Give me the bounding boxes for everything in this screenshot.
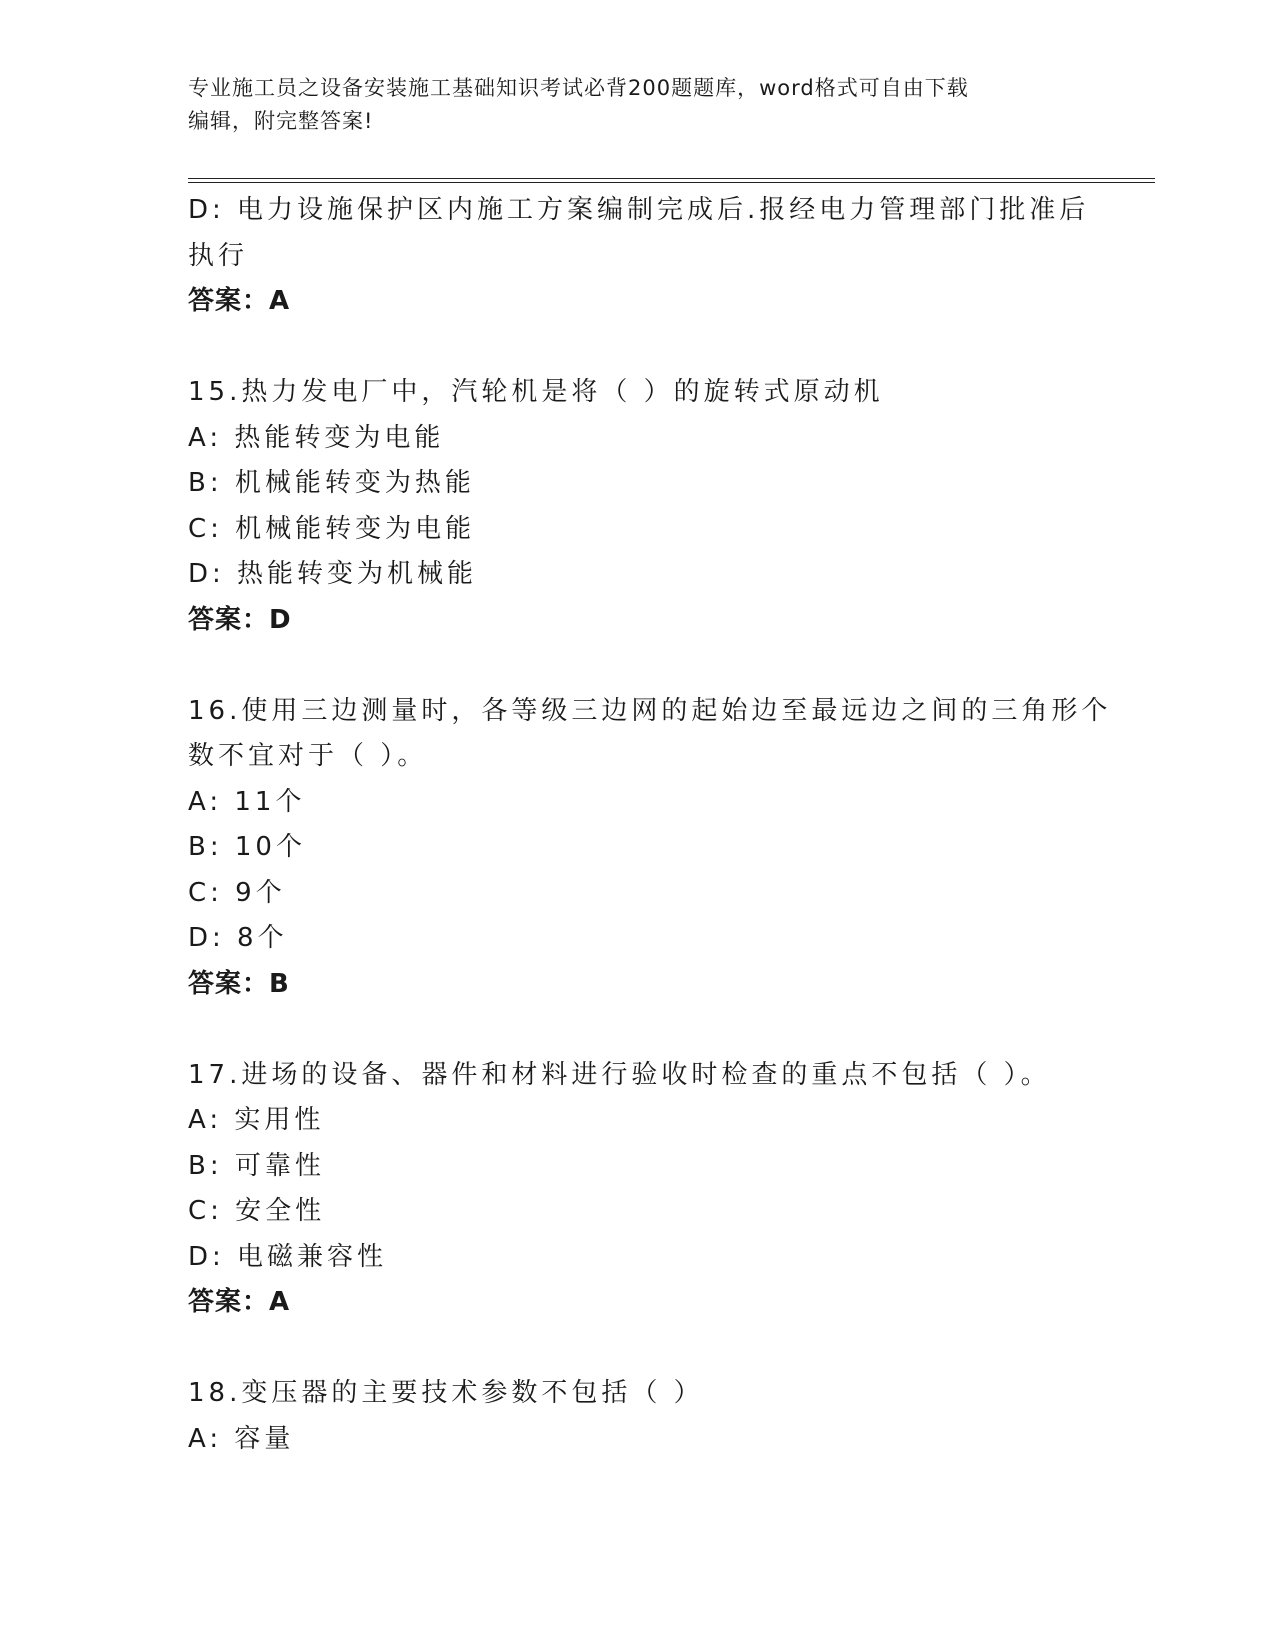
question-stem: 15.热力发电厂中，汽轮机是将（ ）的旋转式原动机 [188,377,884,407]
question-fragment [188,188,1088,325]
question-18 [188,1371,1088,1462]
question-15 [188,370,1088,643]
spacer [188,643,1088,689]
option-a: A: 11个 [188,786,306,817]
spacer [188,1326,1088,1372]
answer-line: 答案：D [188,604,292,635]
option-d: D: 热能转变为机械能 [188,559,478,589]
answer-line: 答案：A [188,1287,291,1317]
option-c: C: 9个 [188,877,286,908]
question-stem: 17.进场的设备、器件和材料进行验收时检查的重点不包括（ ）。 [188,1059,1051,1090]
question-list [188,188,1112,1462]
option-b: B: 机械能转变为热能 [188,468,475,498]
option-d: D: 8个 [188,923,288,953]
question-17 [188,1053,1088,1326]
question-stem-continued: 数不宜对于（ ）。 [188,741,428,771]
answer-line: 答案：A [188,286,291,316]
option-d: D: 电力设施保护区内施工方案编制完成后.报经电力管理部门批准后 [188,195,1090,225]
question-stem: 16.使用三边测量时，各等级三边网的起始边至最远边之间的三角形个 [188,695,1112,726]
option-a: A: 热能转变为电能 [188,422,445,453]
question-stem: 18.变压器的主要技术参数不包括（ ） [188,1378,704,1408]
option-b: B: 10个 [188,832,306,862]
option-c: C: 安全性 [188,1196,326,1226]
option-a: A: 实用性 [188,1105,325,1135]
document-header [188,72,1068,138]
option-b: B: 可靠性 [188,1150,325,1181]
header-title-line-1: 专业施工员之设备安装施工基础知识考试必背200题题库，word格式可自由下载 [188,76,969,100]
option-a: A: 容量 [188,1423,295,1454]
question-16 [188,689,1112,1008]
spacer [188,325,1088,371]
answer-line: 答案：B [188,968,290,999]
option-d-continued: 执行 [188,240,249,271]
spacer [188,1007,1088,1053]
header-divider [188,178,1155,183]
option-c: C: 机械能转变为电能 [188,513,476,544]
option-d: D: 电磁兼容性 [188,1241,388,1272]
header-title-line-2: 编辑，附完整答案! [188,109,374,133]
